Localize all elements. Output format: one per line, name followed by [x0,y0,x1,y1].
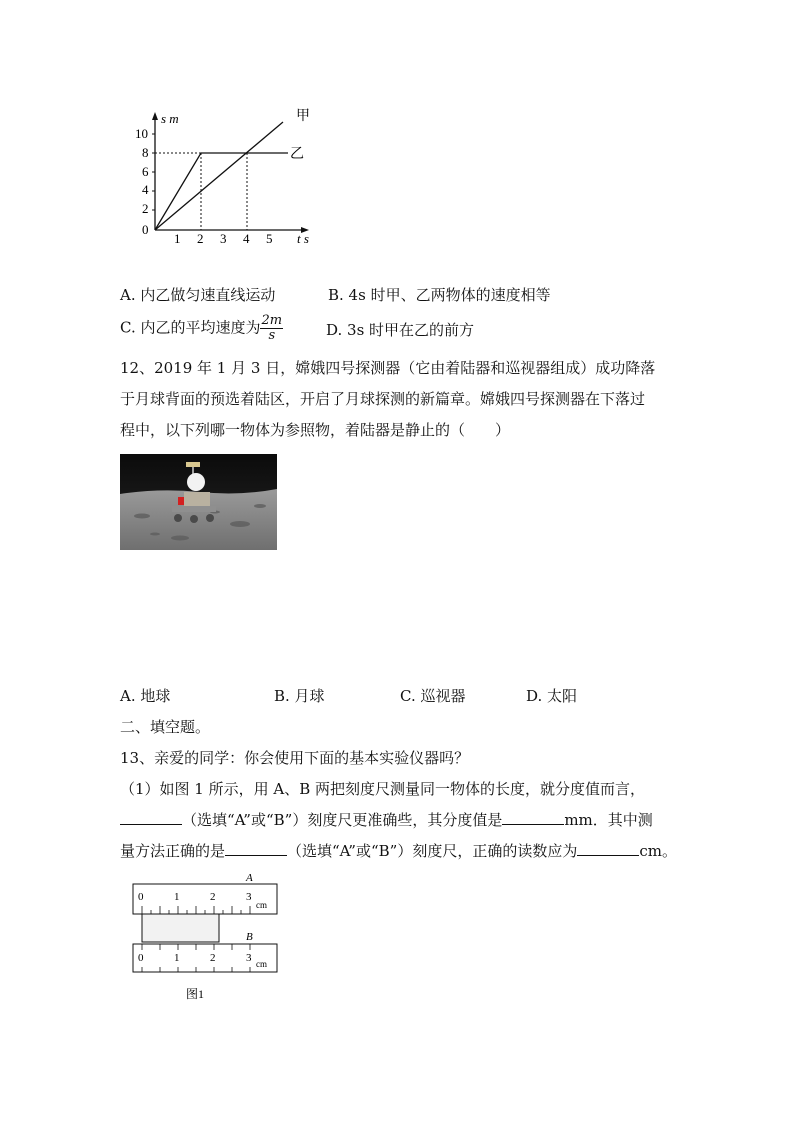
x-tick-label: 4 [243,231,250,246]
q12-option-b[interactable]: B. 月球 [274,687,325,705]
q13-para-3 [120,840,677,861]
fraction [260,314,283,343]
fraction-numerator: 2m [261,313,283,328]
section-title: 二、填空题。 [120,718,211,736]
q12-option-c[interactable]: C. 巡视器 [400,687,466,705]
answer-blank[interactable] [120,810,182,825]
q13-title: 13、亲爱的同学：你会使用下面的基本实验仪器吗？ [120,749,470,767]
ruler-a-tick-label: 1 [174,891,180,903]
ruler-b-tick-label: 1 [174,952,180,964]
q12-line-2: 于月球背面的预选着陆区，开启了月球探测的新篇章。嫦娥四号探测器在下落过 [120,390,646,408]
series-yi-label: 乙 [290,147,304,162]
x-tick-label: 1 [174,231,181,246]
figure-caption: 图1 [186,987,205,1001]
x-axis-label: t s [297,231,309,246]
series-yi [155,153,288,230]
series-jia-label: 甲 [296,109,310,124]
y-axis-arrow [152,112,158,120]
x-tick-label: 3 [220,231,227,246]
ruler-b-tick-label: 0 [138,952,144,964]
q11-option-c[interactable] [120,314,283,343]
q11-option-b[interactable]: B. 4s 时甲、乙两物体的速度相等 [328,286,551,304]
ruler-b-tick-label: 2 [210,952,216,964]
x-tick-label: 2 [197,231,204,246]
lunar-rover-photo [120,454,277,550]
series-jia [155,122,283,230]
ruler-a-label: A [246,872,253,884]
x-tick-label: 5 [266,231,273,246]
q13-para-3-text-b: （选填“A”或“B”）刻度尺，正确的读数应为 [287,842,578,860]
measured-object [142,914,219,942]
q13-para-2-text-a: （选填“A”或“B”）刻度尺更准确些，其分度值是 [182,811,503,829]
y-tick-label: 6 [142,164,149,179]
y-tick-label: 10 [135,126,148,141]
q13-para-1: （1）如图 1 所示，用 A、B 两把刻度尺测量同一物体的长度，就分度值而言， [120,780,646,798]
q13-para-2-text-b: mm．其中测 [564,811,653,829]
q11-option-d[interactable]: D. 3s 时甲在乙的前方 [326,321,475,339]
fraction-denominator: s [268,328,276,343]
y-tick-label: 8 [142,145,149,160]
y-tick-label: 2 [142,201,149,216]
ruler-b-label: B [246,931,253,943]
q12-option-d[interactable]: D. 太阳 [526,687,578,705]
q11-option-a[interactable]: A. 内乙做匀速直线运动 [120,286,276,304]
y-tick-label: 4 [142,182,149,197]
q12-option-a[interactable]: A. 地球 [120,687,171,705]
ruler-a-tick-label: 3 [246,891,252,903]
q13-para-3-text-a: 量方法正确的是 [120,842,226,860]
answer-blank[interactable] [577,841,639,856]
q12-line-1: 12、2019 年 1 月 3 日，嫦娥四号探测器（它由着陆器和巡视器组成）成功降落 [120,359,656,377]
answer-blank[interactable] [225,841,287,856]
s-t-graph [125,100,325,250]
y-tick-label: 0 [142,222,149,237]
q12-line-3: 程中，以下列哪一物体为参照物，着陆器是静止的（ ） [120,421,511,439]
q11-option-c-text: C. 内乙的平均速度为 [120,318,261,337]
ruler-a-tick-label: 0 [138,891,144,903]
ruler-b-unit: cm [256,959,267,969]
figure-1-rulers [128,870,284,1005]
answer-blank[interactable] [502,810,564,825]
ruler-b-tick-label: 3 [246,952,252,964]
q13-para-3-text-c: cm。 [639,842,677,860]
y-axis-label: s m [161,111,179,126]
q13-para-2 [120,809,653,830]
ruler-a-tick-label: 2 [210,891,216,903]
ruler-a-unit: cm [256,900,267,910]
